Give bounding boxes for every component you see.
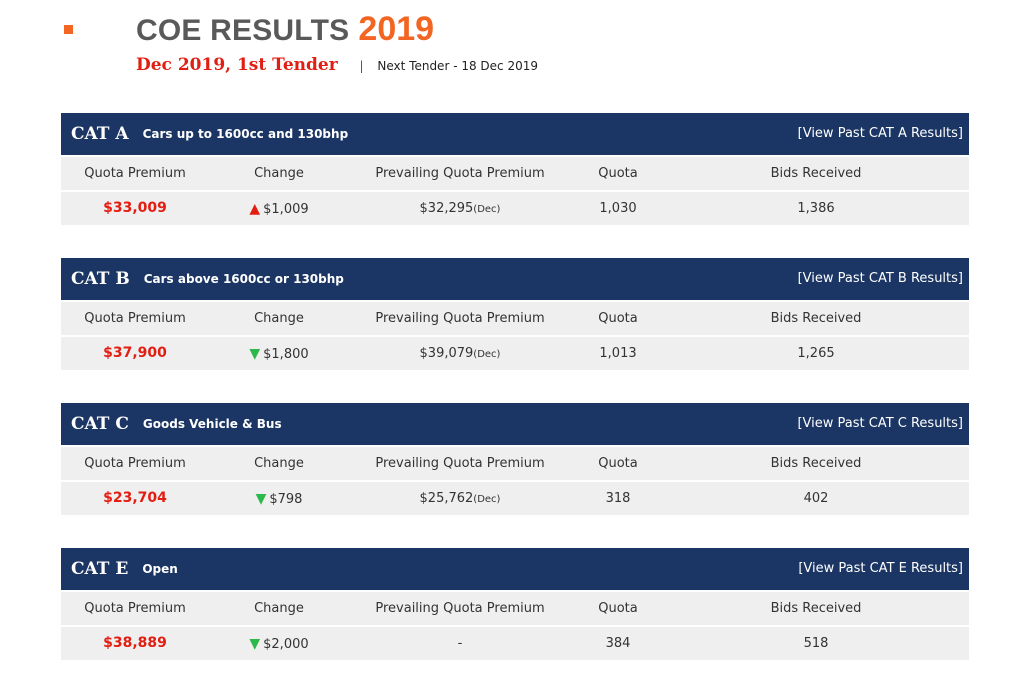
pqp-amount: - — [457, 636, 463, 651]
label-quota: Quota — [598, 311, 638, 326]
arrow-down-icon: ▼ — [249, 346, 261, 362]
values-row — [61, 627, 969, 660]
label-bids-received: Bids Received — [770, 601, 862, 616]
bids-received-value: 518 — [803, 636, 829, 651]
change-value — [249, 201, 308, 217]
cat-header — [61, 258, 969, 300]
arrow-down-icon: ▼ — [249, 636, 261, 652]
page-title — [136, 10, 434, 49]
pqp-amount: $32,295 — [419, 201, 474, 216]
column-labels-row — [61, 592, 969, 627]
label-prevailing-quota-premium: Prevailing Quota Premium — [375, 456, 545, 471]
label-quota: Quota — [598, 601, 638, 616]
cat-description: Open — [142, 562, 178, 576]
cat-description: Cars up to 1600cc and 130bhp — [142, 127, 349, 141]
column-labels-row — [61, 157, 969, 192]
label-prevailing-quota-premium: Prevailing Quota Premium — [375, 166, 545, 181]
view-past-results-link[interactable]: [View Past CAT B Results] — [797, 271, 963, 286]
cat-name: CAT B — [71, 269, 130, 289]
next-tender: Next Tender - 18 Dec 2019 — [377, 59, 538, 73]
label-prevailing-quota-premium: Prevailing Quota Premium — [375, 601, 545, 616]
label-change: Change — [254, 166, 304, 181]
column-labels-row — [61, 302, 969, 337]
label-quota-premium: Quota Premium — [84, 311, 186, 326]
label-quota-premium: Quota Premium — [84, 166, 186, 181]
view-past-results-link[interactable]: [View Past CAT A Results] — [797, 126, 963, 141]
label-bids-received: Bids Received — [770, 311, 862, 326]
page-title-year: 2019 — [358, 10, 435, 48]
tender-info — [136, 55, 538, 75]
cat-header — [61, 403, 969, 445]
column-labels-row — [61, 447, 969, 482]
cat-header — [61, 113, 969, 155]
values-row — [61, 337, 969, 370]
current-tender: Dec 2019, 1st Tender — [136, 55, 338, 75]
cat-description: Goods Vehicle & Bus — [142, 417, 282, 431]
bids-received-value: 1,265 — [797, 346, 835, 361]
cat-block-c — [61, 403, 969, 515]
arrow-up-icon: ▲ — [249, 201, 261, 217]
cat-header — [61, 548, 969, 590]
label-prevailing-quota-premium: Prevailing Quota Premium — [375, 311, 545, 326]
bids-received-value: 402 — [803, 491, 829, 506]
quota-value: 1,030 — [599, 201, 637, 216]
label-quota: Quota — [598, 456, 638, 471]
change-value — [256, 491, 303, 507]
label-bids-received: Bids Received — [770, 166, 862, 181]
cat-name: CAT E — [71, 559, 129, 579]
change-amount: $798 — [269, 492, 303, 507]
pqp-amount: $25,762 — [419, 491, 474, 506]
cat-block-b — [61, 258, 969, 370]
change-value — [249, 346, 308, 362]
cat-block-e — [61, 548, 969, 660]
change-amount: $1,009 — [263, 202, 309, 217]
view-past-results-link[interactable]: [View Past CAT E Results] — [798, 561, 963, 576]
title-bullet-icon — [64, 25, 73, 34]
label-quota-premium: Quota Premium — [84, 456, 186, 471]
values-row — [61, 192, 969, 225]
quota-premium-value: $33,009 — [103, 200, 167, 216]
quota-premium-value: $37,900 — [103, 345, 167, 361]
view-past-results-link[interactable]: [View Past CAT C Results] — [797, 416, 963, 431]
label-quota-premium: Quota Premium — [84, 601, 186, 616]
quota-value: 384 — [605, 636, 631, 651]
pqp-value — [420, 491, 501, 506]
quota-premium-value: $23,704 — [103, 490, 167, 506]
pqp-amount: $39,079 — [419, 346, 474, 361]
change-amount: $1,800 — [263, 347, 309, 362]
bids-received-value: 1,386 — [797, 201, 835, 216]
quota-premium-value: $38,889 — [103, 635, 167, 651]
label-bids-received: Bids Received — [770, 456, 862, 471]
cat-block-a — [61, 113, 969, 225]
change-value — [249, 636, 308, 652]
pqp-suffix: (Dec) — [473, 494, 501, 505]
pqp-suffix: (Dec) — [473, 204, 501, 215]
pqp-suffix: (Dec) — [473, 349, 501, 360]
cat-description: Cars above 1600cc or 130bhp — [143, 272, 344, 286]
cat-name: CAT C — [71, 414, 129, 434]
pqp-value — [420, 346, 501, 361]
page-title-main: COE RESULTS — [136, 14, 350, 47]
change-amount: $2,000 — [263, 637, 309, 652]
quota-value: 1,013 — [599, 346, 637, 361]
values-row — [61, 482, 969, 515]
label-quota: Quota — [598, 166, 638, 181]
arrow-down-icon: ▼ — [255, 491, 267, 507]
label-change: Change — [254, 456, 304, 471]
label-change: Change — [254, 601, 304, 616]
cat-name: CAT A — [71, 124, 129, 144]
label-change: Change — [254, 311, 304, 326]
pqp-value — [458, 636, 463, 651]
tender-separator: | — [359, 59, 364, 73]
pqp-value — [420, 201, 501, 216]
quota-value: 318 — [605, 491, 631, 506]
